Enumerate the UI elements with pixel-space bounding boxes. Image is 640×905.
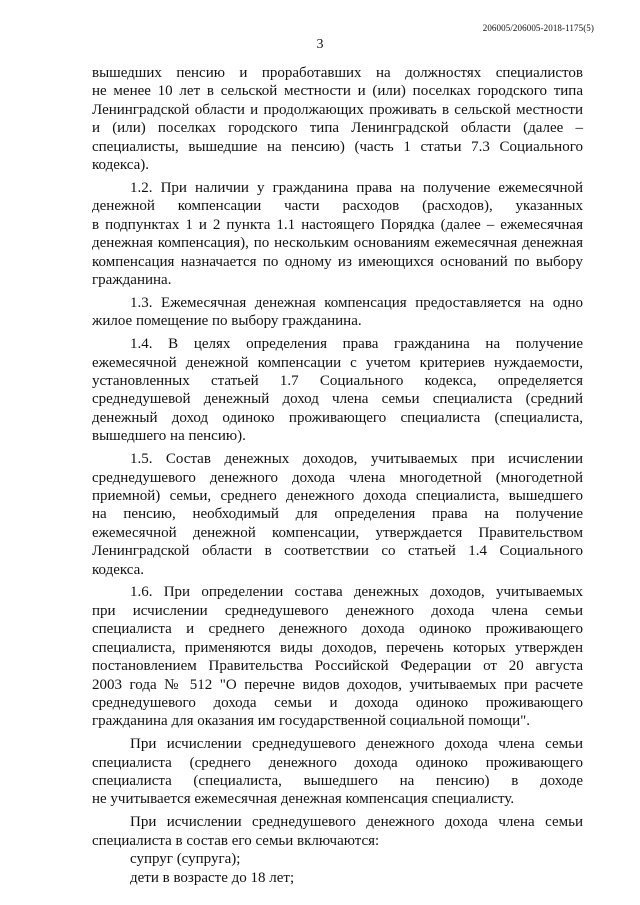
text-line: специалиста, применяются виды доходов, перечень которых утвержден	[92, 639, 583, 656]
text-line: вышедших пенсию и проработавших на должностях специалистов	[92, 65, 583, 81]
paragraph-1-4	[92, 335, 583, 445]
paragraph-family-composition	[92, 813, 583, 850]
paragraph-1-2	[92, 179, 583, 289]
paragraph-1-5	[92, 450, 583, 579]
text-line: установленных статьей 1.7 Социального кодекса, определяется	[92, 373, 583, 389]
text-line: кодекса.	[92, 561, 145, 578]
text-line: гражданина для оказания им государственной социальной помощи".	[92, 713, 530, 730]
text-line: при исчислении среднедушевого денежного дохода члена семьи	[92, 602, 583, 619]
document-body	[92, 64, 583, 887]
text-line: 1.3. Ежемесячная денежная компенсация предоставляется на одно	[130, 294, 583, 311]
text-line: При исчислении среднедушевого денежного дохода члена семьи	[130, 814, 583, 831]
text-line: вышедшего на пенсию).	[92, 428, 246, 445]
text-line: ежемесячной денежной компенсации, утверждается Правительством	[92, 524, 583, 541]
paragraph-income-exclusion	[92, 735, 583, 809]
paragraph-1-3	[92, 294, 583, 331]
text-line: 1.2. При наличии у гражданина права на получение ежемесячной	[130, 179, 583, 196]
text-line: в подпунктах 1 и 2 пункта 1.1 настоящего Порядка (далее – ежемесячная	[92, 216, 583, 233]
text-line: супруг (супруга);	[130, 851, 241, 868]
text-line: среднедушевого денежного дохода члена многодетной (многодетной	[92, 469, 583, 486]
text-line: среднедушевой денежный доход члена семьи специалиста (средний	[92, 391, 583, 408]
text-line: не учитывается ежемесячная денежная компенсация специалисту.	[92, 791, 515, 808]
paragraph-1-6	[92, 583, 583, 730]
paragraph-continuation	[92, 64, 583, 174]
text-line: специалиста (среднего денежного дохода одиноко проживающего	[92, 754, 583, 771]
text-line: на пенсию, необходимый для определения права на получение	[92, 506, 583, 523]
text-line: Ленинградской области и продолжающих проживать в сельской местности	[92, 101, 583, 118]
text-line: 1.5. Состав денежных доходов, учитываемых при исчислении	[130, 451, 583, 468]
document-code: 206005/206005-2018-1175(5)	[482, 23, 594, 33]
text-line: жилое помещение по выбору гражданина.	[92, 313, 362, 330]
list-item-spouse	[92, 850, 583, 868]
text-line: специалиста и среднего денежного дохода одиноко проживающего	[92, 621, 583, 638]
text-line: приемной) семьи, среднего денежного дохода специалиста, вышедшего	[92, 487, 583, 504]
text-line: специалисты, вышедшие на пенсию) (часть 1 статьи 7.3 Социального	[92, 138, 583, 155]
text-line: 1.4. В целях определения права гражданина на получение	[130, 336, 583, 353]
list-item-children	[92, 869, 583, 887]
page-number: 3	[316, 37, 324, 52]
text-line: 2003 года № 512 "О перечне видов доходов, учитываемых при расчете	[92, 676, 583, 693]
text-line: специалиста (специалиста, вышедшего на пенсию) в доходе	[92, 773, 583, 790]
text-line: ежемесячной денежной компенсации с учетом критериев нуждаемости,	[92, 354, 583, 371]
text-line: кодекса).	[92, 157, 150, 174]
text-line: и (или) поселках городского типа Ленинградской области (далее –	[92, 120, 583, 137]
text-line: компенсация назначается по одному из имеющихся оснований по выбору	[92, 253, 583, 270]
text-line: денежная компенсация), по нескольким основаниям ежемесячная денежная	[92, 235, 583, 252]
text-line: 1.6. При определении состава денежных доходов, учитываемых	[130, 584, 583, 601]
text-line: не менее 10 лет в сельской местности и (или) поселках городского типа	[92, 83, 583, 100]
text-line: дети в возрасте до 18 лет;	[130, 869, 295, 886]
text-line: денежный доход одиноко проживающего специалиста (специалиста,	[92, 409, 583, 426]
text-line: среднедушевого дохода семьи и дохода одиноко проживающего	[92, 694, 583, 711]
text-line: При исчислении среднедушевого денежного дохода члена семьи	[130, 736, 583, 753]
text-line: постановлением Правительства Российской Федерации от 20 августа	[92, 658, 583, 675]
text-line: гражданина.	[92, 271, 172, 288]
text-line: специалиста в состав его семьи включаются:	[92, 832, 380, 849]
text-line: Ленинградской области в соответствии со статьей 1.4 Социального	[92, 543, 583, 560]
text-line: денежной компенсации части расходов (расходов), указанных	[92, 198, 583, 215]
